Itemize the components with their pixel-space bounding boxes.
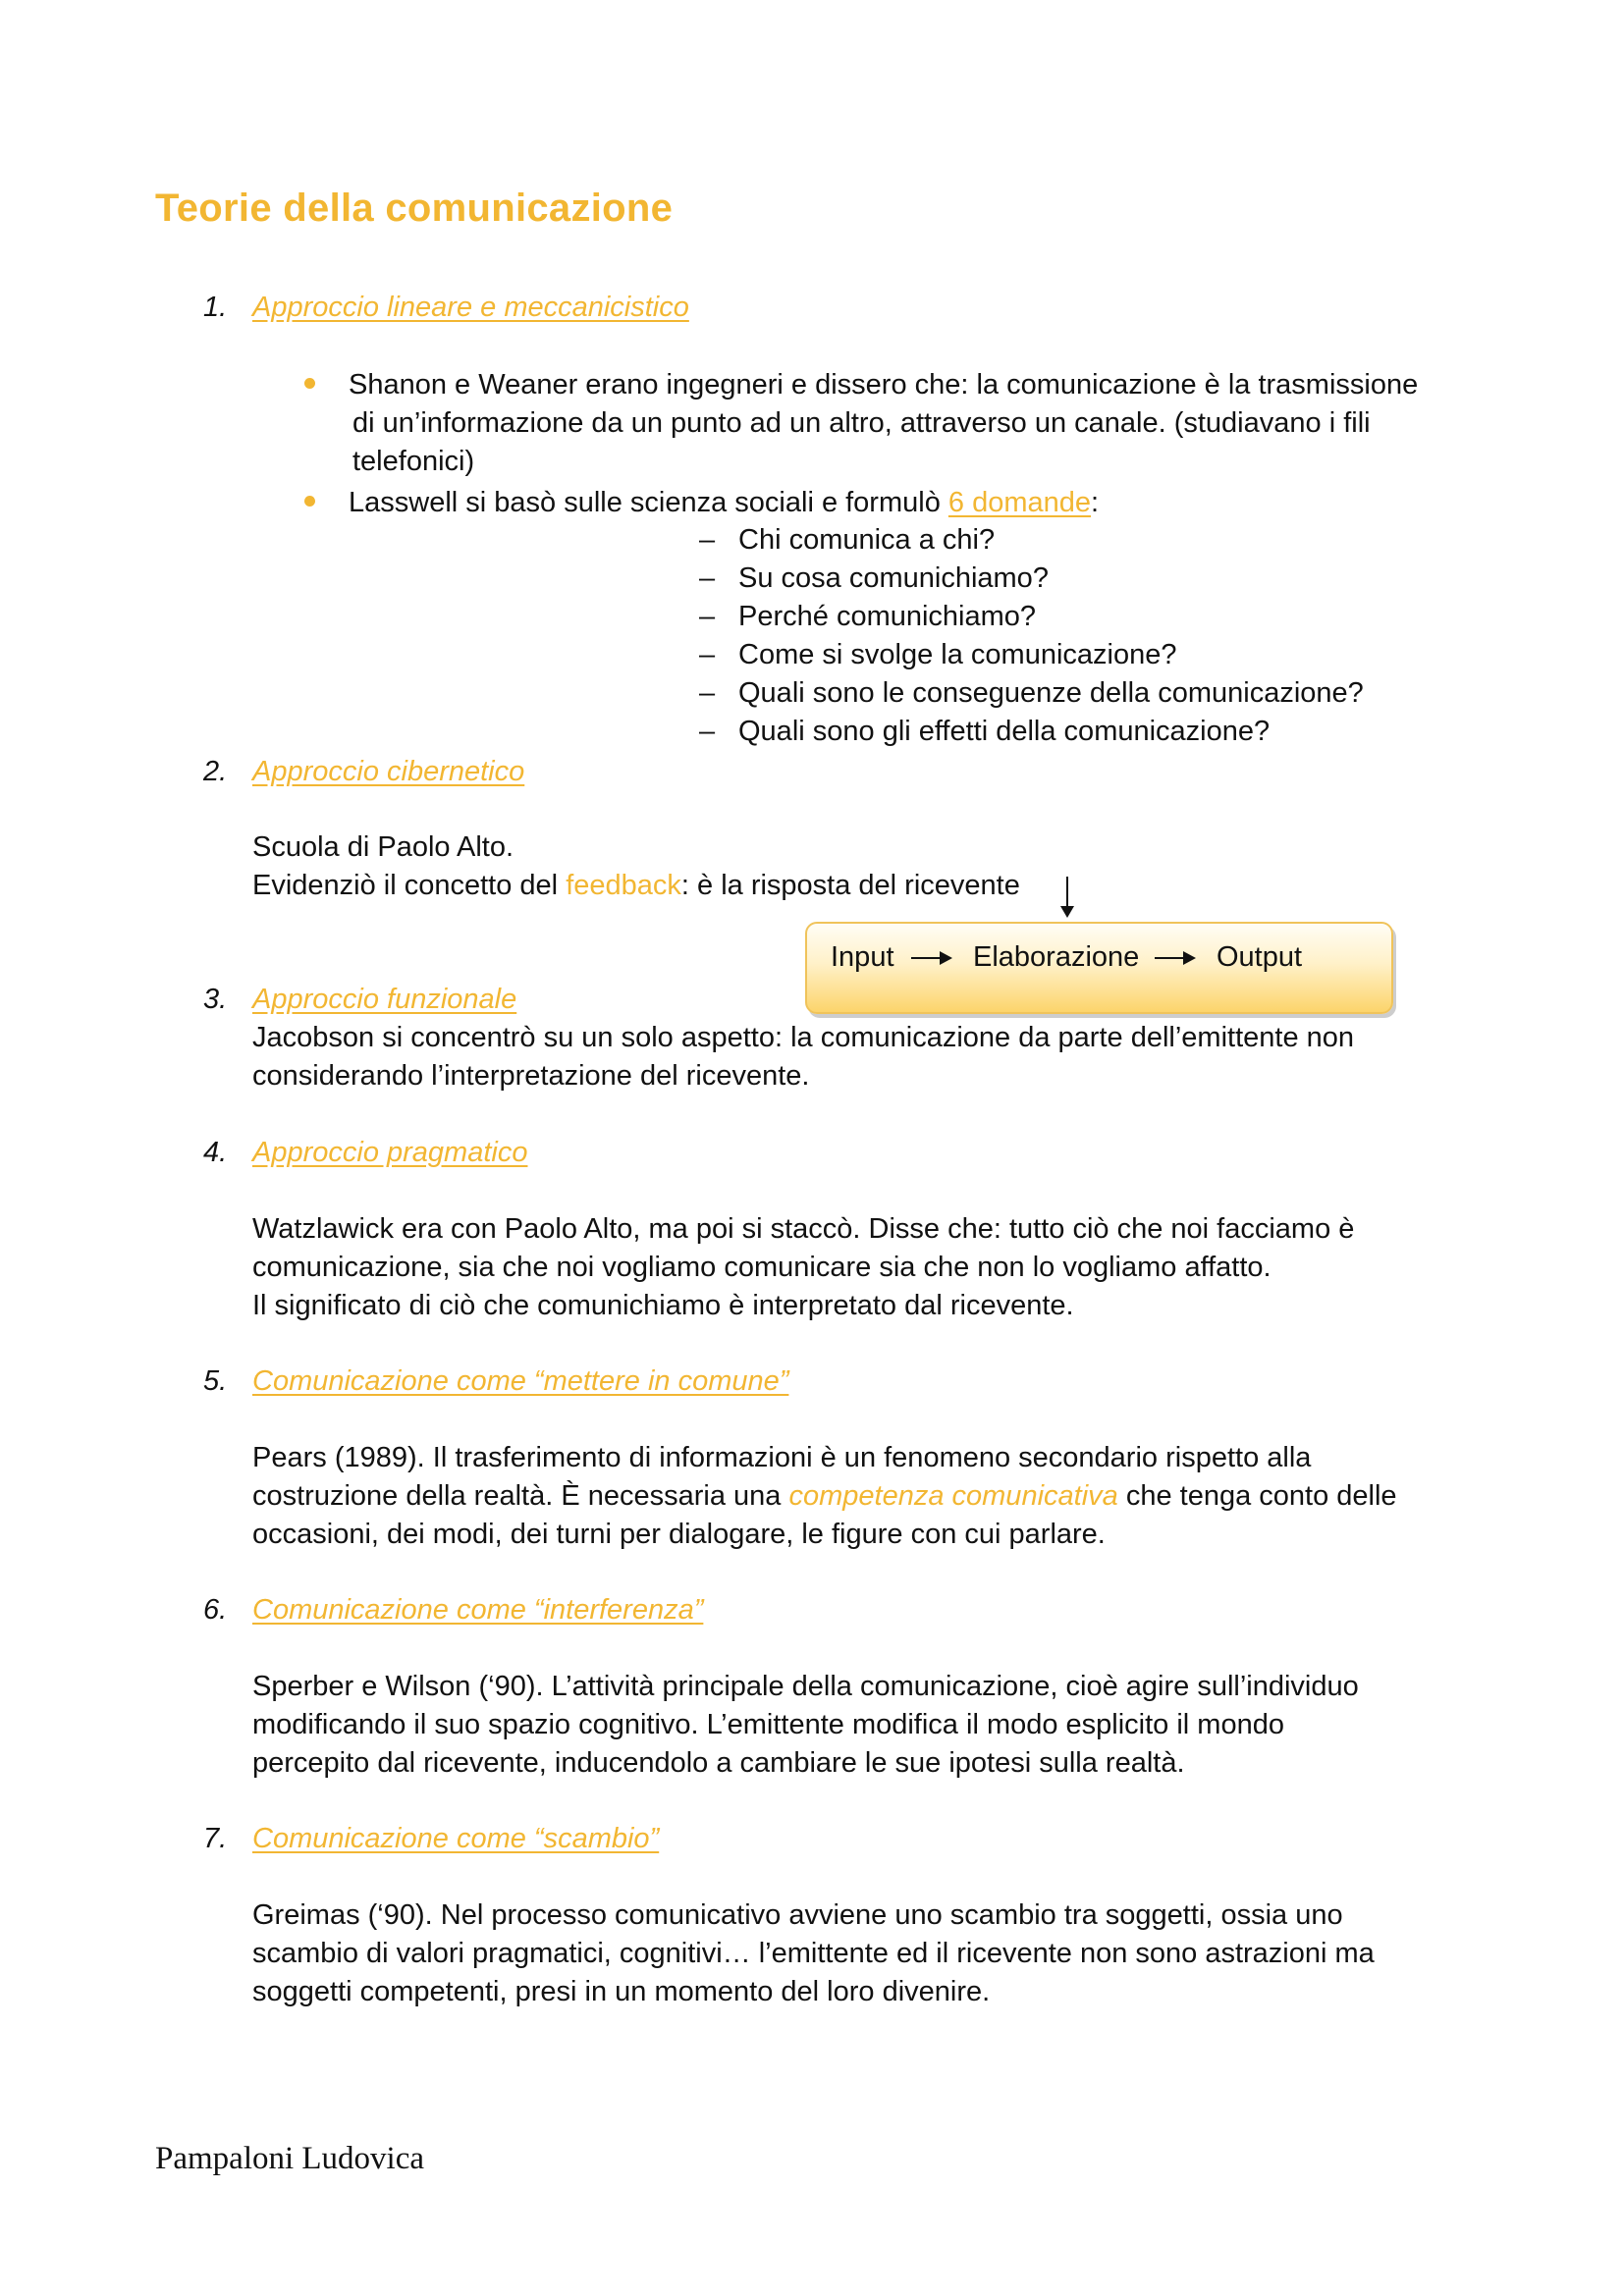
- section-1-heading-link[interactable]: Approccio lineare e meccanicistico: [252, 292, 689, 323]
- question-text: Su cosa comunichiamo?: [738, 562, 1049, 594]
- diagram-process-label: Elaborazione: [973, 941, 1140, 973]
- dash-marker: –: [699, 639, 716, 670]
- dash-marker: –: [699, 716, 716, 747]
- dash-marker: –: [699, 677, 716, 709]
- list-item: [699, 636, 1364, 674]
- s4-line3: Il significato di ciò che comunichiamo è interpretato dal ricevente.: [252, 1290, 1074, 1321]
- s4-line2: comunicazione, sia che noi vogliamo comunicare sia che non lo vogliamo affatto.: [252, 1252, 1271, 1283]
- list-item: [699, 521, 1364, 560]
- competenza-term: competenza comunicativa: [788, 1480, 1118, 1512]
- arrow-down-icon: [1066, 877, 1068, 914]
- section-6-heading-link[interactable]: Comunicazione come “interferenza”: [252, 1594, 704, 1626]
- question-text: Perché comunichiamo?: [738, 601, 1037, 632]
- diagram-input-label: Input: [831, 941, 894, 973]
- s1-bullet1-line2: di un’informazione da un punto ad un altro, attraverso un canale. (studiavano i fili: [352, 407, 1371, 439]
- list-item: [699, 674, 1364, 713]
- list-item: [699, 713, 1364, 751]
- s6-line2: modificando il suo spazio cognitivo. L’emittente modifica il modo esplicito il mondo: [252, 1709, 1284, 1740]
- arrow-right-icon: [911, 957, 950, 959]
- section-6-number: 6.: [203, 1594, 228, 1626]
- section-2-heading-link[interactable]: Approccio cibernetico: [252, 756, 525, 787]
- s2-line2: [252, 867, 1020, 905]
- page-title: Teorie della comunicazione: [155, 187, 674, 230]
- feedback-term: feedback: [566, 870, 681, 901]
- question-text: Quali sono gli effetti della comunicazione?: [738, 716, 1271, 747]
- list-item: [699, 598, 1364, 636]
- section-4-number: 4.: [203, 1137, 228, 1168]
- section-1-number: 1.: [203, 292, 228, 323]
- s1-bullet2: [349, 484, 1099, 522]
- section-7-heading-link[interactable]: Comunicazione come “scambio”: [252, 1823, 660, 1854]
- s3-line1: Jacobson si concentrò su un solo aspetto: la comunicazione da parte dell’emittente non: [252, 1022, 1355, 1053]
- s5-line2: [252, 1477, 1397, 1516]
- section-7-number: 7.: [203, 1823, 228, 1854]
- s5-line2-text: costruzione della realtà. È necessaria una: [252, 1480, 789, 1512]
- s7-line2: scambio di valori pragmatici, cognitivi… l’emittente ed il ricevente non sono astrazioni ma: [252, 1938, 1375, 1969]
- section-3-number: 3.: [203, 984, 228, 1015]
- section-5-heading-link[interactable]: Comunicazione come “mettere in comune”: [252, 1365, 789, 1397]
- section-2-number: 2.: [203, 756, 228, 787]
- section-3-heading-link[interactable]: Approccio funzionale: [252, 984, 517, 1015]
- footer-author: Pampaloni Ludovica: [155, 2141, 425, 2176]
- s2-line1: Scuola di Paolo Alto.: [252, 831, 514, 863]
- question-text: Chi comunica a chi?: [738, 524, 996, 556]
- s7-line3: soggetti competenti, presi in un momento del loro divenire.: [252, 1976, 991, 2007]
- dash-marker: –: [699, 524, 716, 556]
- question-text: Quali sono le conseguenze della comunicazione?: [738, 677, 1364, 709]
- s6-line1: Sperber e Wilson (‘90). L’attività principale della comunicazione, cioè agire sull’individuo: [252, 1671, 1359, 1702]
- six-questions-link[interactable]: 6 domande: [947, 487, 1092, 518]
- questions-list: [699, 521, 1364, 751]
- s2-line2-rest: : è la risposta del ricevente: [680, 870, 1020, 901]
- s1-bullet1-line1: Shanon e Weaner erano ingegneri e dissero che: la comunicazione è la trasmissione: [349, 369, 1419, 400]
- s5-line3: occasioni, dei modi, dei turni per dialogare, le figure con cui parlare.: [252, 1519, 1106, 1550]
- question-text: Come si svolge la comunicazione?: [738, 639, 1177, 670]
- s5-line2-rest: che tenga conto delle: [1117, 1480, 1397, 1512]
- s1-bullet2-text: Lasswell si basò sulle scienza sociali e formulò: [349, 487, 948, 518]
- section-4-heading-link[interactable]: Approccio pragmatico: [252, 1137, 528, 1168]
- s1-bullet2-colon: :: [1091, 487, 1100, 518]
- feedback-diagram: [805, 922, 1393, 1014]
- s5-line1: Pears (1989). Il trasferimento di informazioni è un fenomeno secondario rispetto alla: [252, 1442, 1312, 1473]
- diagram-output-label: Output: [1217, 941, 1303, 973]
- s7-line1: Greimas (‘90). Nel processo comunicativo avviene uno scambio tra soggetti, ossia uno: [252, 1899, 1343, 1931]
- list-item: [699, 560, 1364, 598]
- s4-line1: Watzlawick era con Paolo Alto, ma poi si staccò. Disse che: tutto ciò che noi facciamo è: [252, 1213, 1355, 1245]
- bullet-dot: [304, 378, 315, 389]
- dash-marker: –: [699, 601, 716, 632]
- arrow-right-icon: [1155, 957, 1194, 959]
- s2-line2-text: Evidenziò il concetto del: [252, 870, 567, 901]
- s1-bullet1-line3: telefonici): [352, 446, 475, 477]
- section-5-number: 5.: [203, 1365, 228, 1397]
- s3-line2: considerando l’interpretazione del ricevente.: [252, 1060, 810, 1092]
- s6-line3: percepito dal ricevente, inducendolo a cambiare le sue ipotesi sulla realtà.: [252, 1747, 1185, 1779]
- dash-marker: –: [699, 562, 716, 594]
- bullet-dot: [304, 496, 315, 507]
